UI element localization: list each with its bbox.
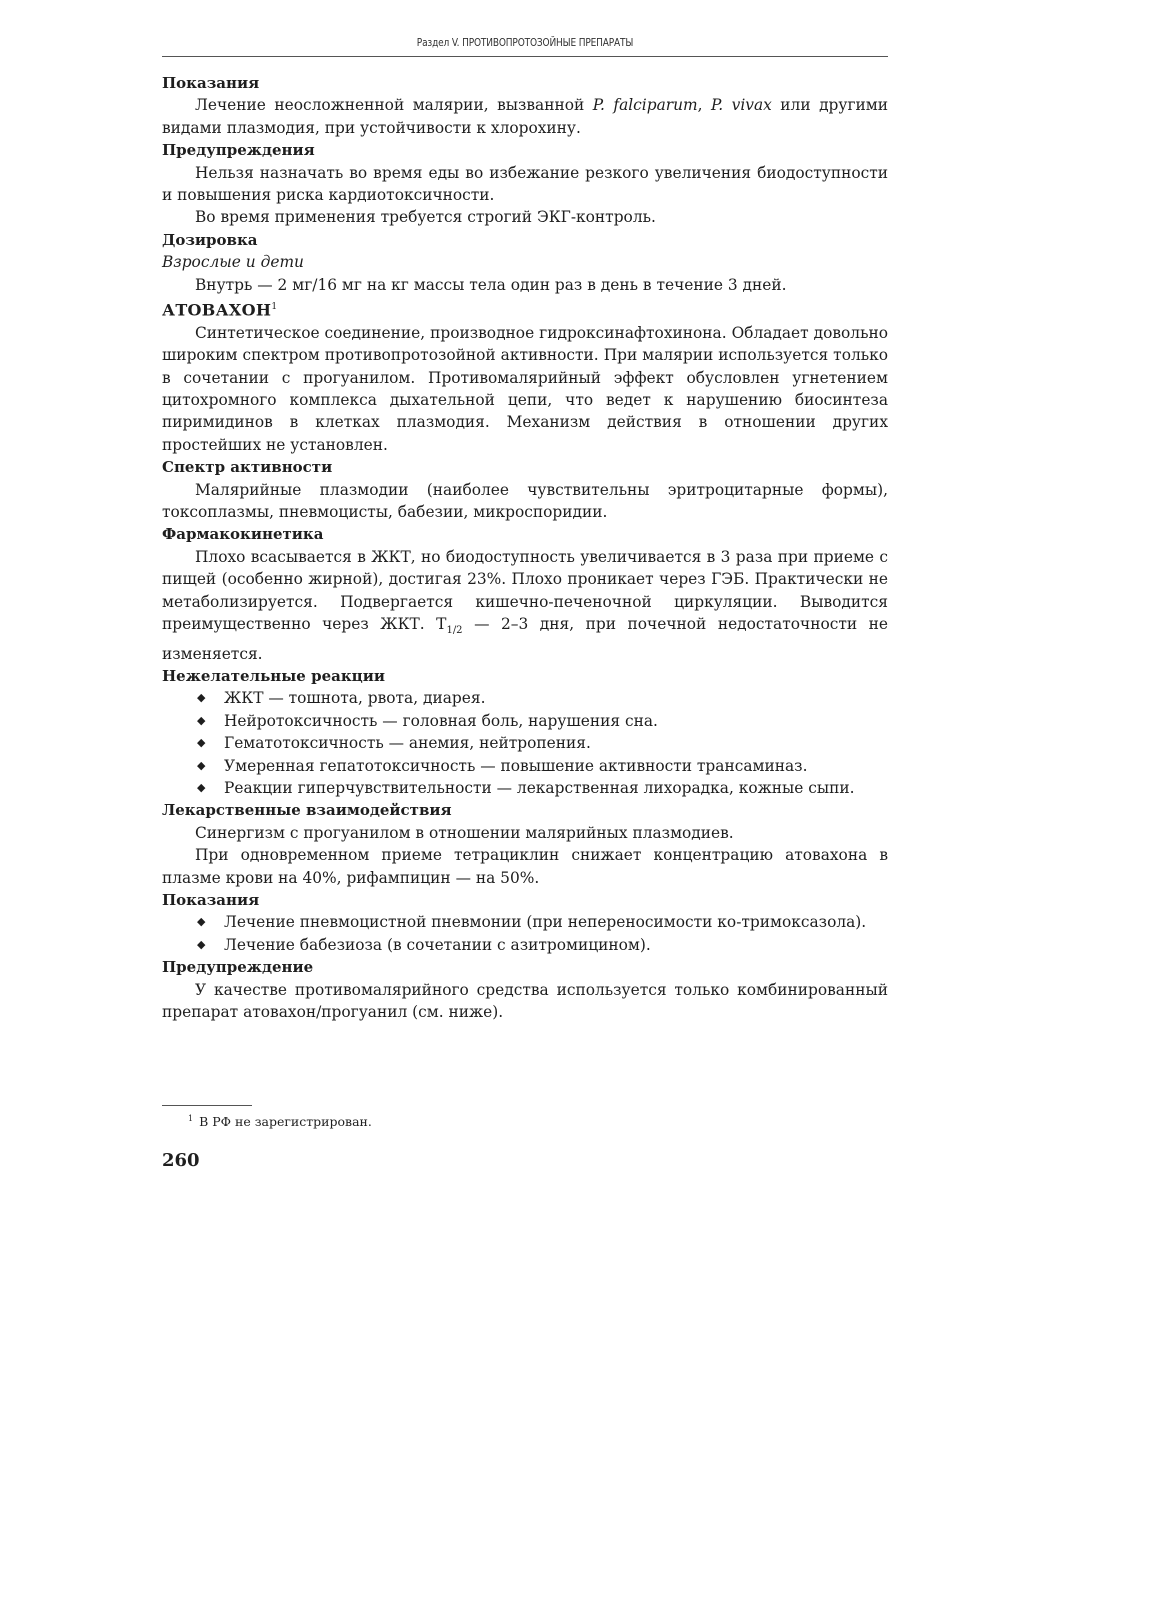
warning-text: У качестве противомалярийного средства используется только комбинированный препарат атовахон/прогуанил (см. ниже). [162, 980, 888, 1022]
footnote-mark: 1 [188, 1114, 194, 1123]
running-head: Раздел V. ПРОТИВОПРОТОЗОЙНЫЕ ПРЕПАРАТЫ [416, 36, 634, 49]
drug-title-atovaquone: АТОВАХОН$^1$ [162, 300, 278, 320]
page-content [162, 72, 888, 1023]
pharmacokinetics-heading: Фармакокинетика [162, 525, 324, 544]
prev-dosage-heading: Дозировка [162, 230, 258, 249]
footnote-ref: 1 [271, 302, 278, 313]
bullet-icon: ◆ [197, 691, 206, 705]
list-item: ◆ ЖКТ — тошнота, рвота, диарея. [162, 687, 888, 709]
bullet-icon: ◆ [197, 736, 206, 750]
bullet-icon: ◆ [197, 915, 206, 929]
warning-heading: Предупреждение [162, 958, 314, 977]
footnote: $^1$ В РФ не зарегистрирован. [188, 1114, 372, 1130]
species-falciparum: P. falciparum [592, 96, 698, 115]
atovaquone-intro: Синтетическое соединение, производное гидроксинафтохинона. Обладает довольно широким спектром противопротозойной активности. При малярии используется только в сочетании с прогуанилом. Противомалярийный эффект обусловлен угнетением цитохромного комплекса дыхательной цепи, что ведет к нарушению биосинтеза пиримидинов в клетках плазмодия. Механизм действия в отношении других простейших не установлен. [162, 323, 888, 454]
adverse-list [162, 687, 888, 799]
header-rule [162, 56, 888, 57]
list-item: ◆ Реакции гиперчувствительности — лекарственная лихорадка, кожные сыпи. [162, 777, 888, 799]
list-item: ◆ Лечение пневмоцистной пневмонии (при непереносимости ко-тримоксазола). [162, 911, 888, 933]
bullet-icon: ◆ [197, 713, 206, 727]
bullet-icon: ◆ [197, 937, 206, 951]
indications-list [162, 911, 888, 956]
prev-indications-heading: Показания [162, 74, 260, 92]
list-item: ◆ Нейротоксичность — головная боль, нарушения сна. [162, 710, 888, 732]
prev-dosage-subheading: Взрослые и дети [162, 253, 304, 272]
footnote-rule [162, 1105, 252, 1106]
half-life-subscript: 1/2 [446, 625, 463, 637]
prev-warnings-p2: Во время применения требуется строгий ЭКГ-контроль. [195, 208, 656, 227]
prev-indications-text: Лечение неосложненной малярии, вызванной P. falciparum, P. vivax или другими видами плазмодия, при устойчивости к хлорохину. [162, 96, 889, 137]
pharmacokinetics-text: Плохо всасывается в ЖКТ, но биодоступность увеличивается в 3 раза при приеме с пищей (особенно жирной), достигая 23%. Плохо проникает через ГЭБ. Практически не метаболизируется. Подвергается кишечно-печеночной циркуляции. Выводится преимущественно через ЖКТ. $T_{1/2}$ — 2–3 дня, при почечной недостаточности не изменяется. [162, 547, 888, 663]
spectrum-heading: Спектр активности [162, 458, 333, 477]
bullet-icon: ◆ [197, 758, 206, 772]
list-item: ◆ Лечение бабезиоза (в сочетании с азитромицином). [162, 934, 888, 956]
prev-warnings-heading: Предупреждения [162, 141, 315, 160]
indications-heading: Показания [162, 891, 260, 910]
prev-warnings-p1: Нельзя назначать во время еды во избежание резкого увеличения биодоступности и повышения риска кардиотоксичности. [162, 163, 888, 205]
spectrum-text: Малярийные плазмодии (наиболее чувствительны эритроцитарные формы), токсоплазмы, пневмоцисты, бабезии, микроспоридии. [162, 480, 888, 522]
species-vivax: P. vivax [711, 96, 772, 115]
bullet-icon: ◆ [197, 781, 206, 794]
interactions-p1: Синергизм с прогуанилом в отношении малярийных плазмодиев. [195, 823, 734, 842]
interactions-p2: При одновременном приеме тетрациклин снижает концентрацию атовахона в плазме крови на 40%, рифампицин — на 50%. [162, 846, 888, 887]
page-number: 260 [162, 1150, 200, 1171]
list-item: ◆ Гематотоксичность — анемия, нейтропения. [162, 732, 888, 754]
adverse-heading: Нежелательные реакции [162, 666, 385, 685]
interactions-heading: Лекарственные взаимодействия [162, 801, 452, 820]
prev-dosage-text: Внутрь — 2 мг/16 мг на кг массы тела один раз в день в течение 3 дней. [195, 275, 787, 294]
list-item: ◆ Умеренная гепатотоксичность — повышение активности трансаминаз. [162, 755, 888, 777]
